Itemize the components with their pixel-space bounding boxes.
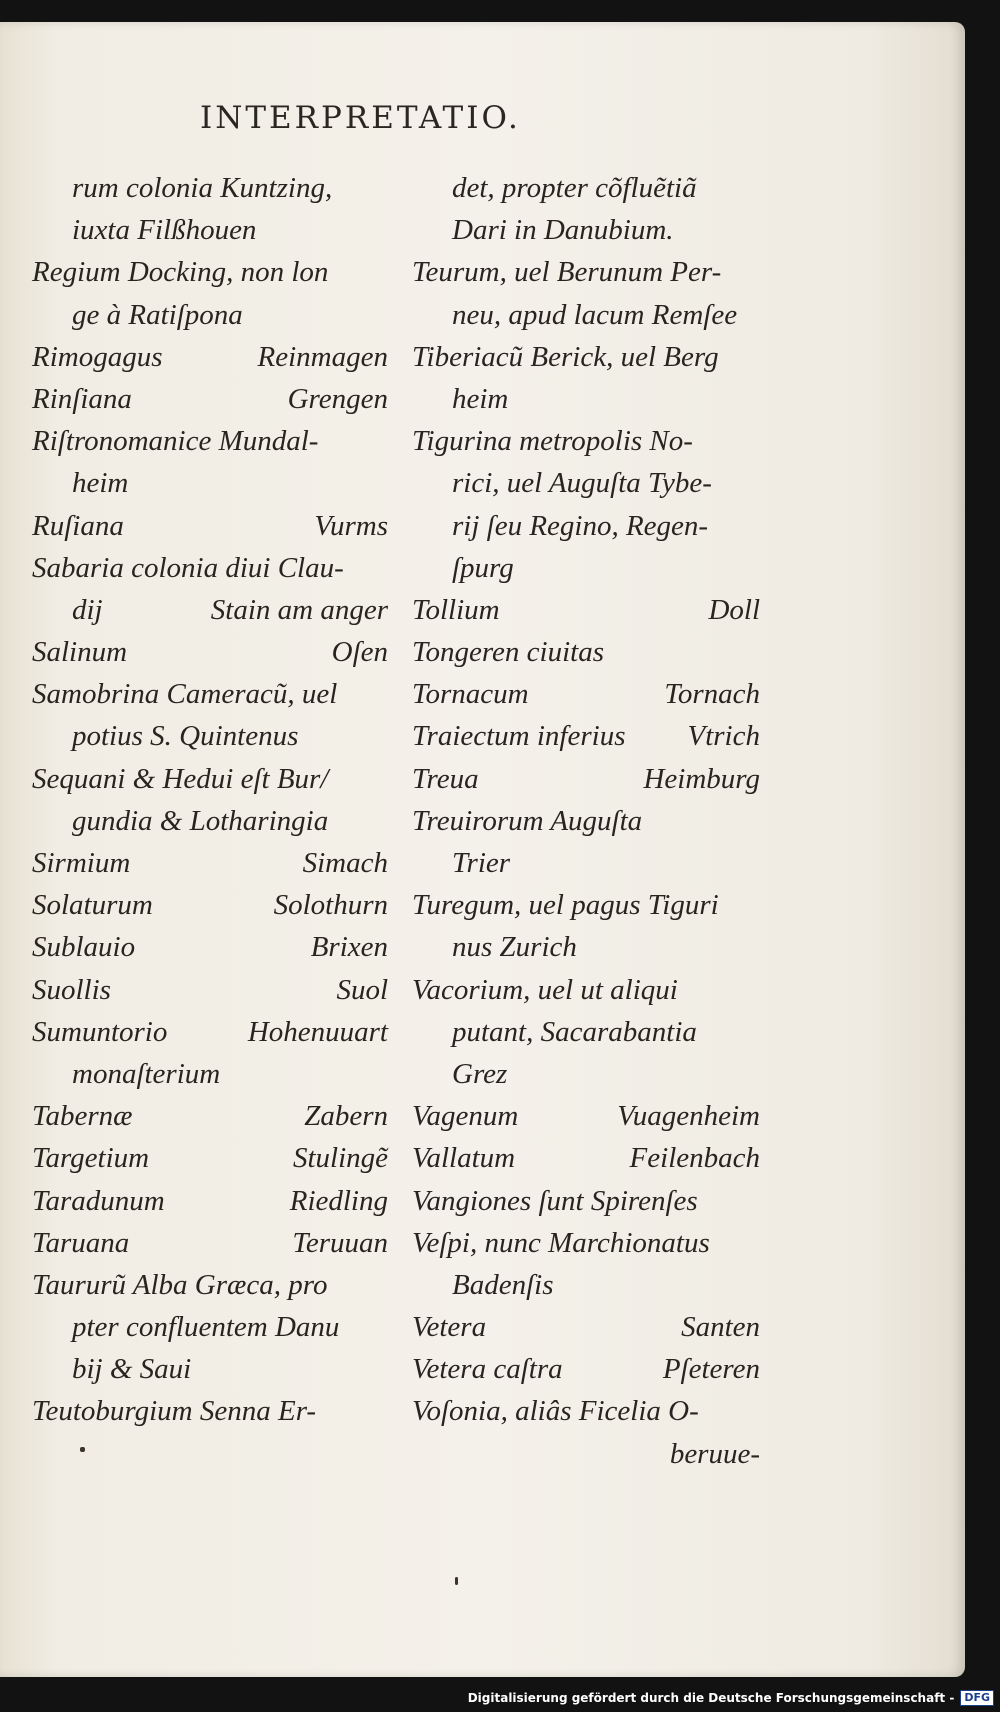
entry-latin: Sequani & Hedui eſt Bur/ xyxy=(32,762,329,795)
digitization-footer xyxy=(468,1690,994,1706)
entry-latin: Sublauio xyxy=(32,931,136,964)
right-entry-line xyxy=(412,884,760,926)
right-entry-line xyxy=(412,378,760,420)
entry-latin: gundia & Lotharingia xyxy=(72,804,329,837)
entry-vernacular: Vtrich xyxy=(687,720,760,753)
left-column xyxy=(32,167,388,1433)
entry-vernacular: Doll xyxy=(708,593,760,626)
entry-latin: Traiectum inferius xyxy=(412,720,626,753)
entry-latin: Trier xyxy=(452,847,511,879)
right-entry-line xyxy=(412,420,760,462)
right-entry-line xyxy=(412,1180,760,1222)
right-entry-line xyxy=(412,294,760,336)
entry-latin: Ruſiana xyxy=(32,509,124,542)
right-entry-line xyxy=(412,336,760,378)
entry-vernacular: Grengen xyxy=(287,382,388,415)
entry-latin: Tiberiacũ Berick, uel Berg xyxy=(412,340,719,373)
right-entry-line xyxy=(412,1095,760,1137)
right-entry-line xyxy=(412,1433,760,1475)
entry-latin: heim xyxy=(452,382,509,415)
ink-dot xyxy=(80,1447,85,1452)
entry-vernacular: Brixen xyxy=(310,931,388,964)
entry-latin: Tongeren ciuitas xyxy=(412,636,604,669)
entry-latin: Voſonia, aliâs Ficelia O- xyxy=(412,1395,699,1428)
right-entry-line xyxy=(412,800,760,842)
entry-vernacular: beruue- xyxy=(669,1437,760,1470)
entry-latin: Targetium xyxy=(32,1142,150,1175)
entry-latin: putant, Sacarabantia xyxy=(452,1015,697,1048)
entry-latin: nus Zurich xyxy=(452,931,577,964)
right-entry-line xyxy=(412,1137,760,1179)
left-entry-line xyxy=(32,1053,388,1095)
left-entry-line xyxy=(32,505,388,547)
entry-latin: Treua xyxy=(412,762,479,795)
entry-latin: Rimogagus xyxy=(32,340,163,373)
entry-vernacular: Reinmagen xyxy=(257,340,388,373)
dfg-logo: DFG xyxy=(960,1690,994,1706)
entry-latin: Vacorium, uel ut aliqui xyxy=(412,973,678,1006)
entry-latin: Dari in Danubium. xyxy=(452,214,674,247)
left-entry-line xyxy=(32,420,388,462)
entry-vernacular: Suol xyxy=(336,973,388,1006)
book-page xyxy=(0,22,965,1677)
left-entry-line xyxy=(32,884,388,926)
right-entry-line xyxy=(412,758,760,800)
right-entry-line xyxy=(412,209,760,251)
right-column xyxy=(412,167,760,1475)
entry-vernacular: Tornach xyxy=(664,678,760,711)
entry-latin: rij ſeu Regino, Regen- xyxy=(452,509,709,542)
right-entry-line xyxy=(412,547,760,589)
left-entry-line xyxy=(32,336,388,378)
right-entry-line xyxy=(412,251,760,293)
entry-latin: Tornacum xyxy=(412,678,529,711)
left-entry-line xyxy=(32,1095,388,1137)
right-entry-line xyxy=(412,1222,760,1264)
right-entry-line xyxy=(412,715,760,757)
entry-latin: Turegum, uel pagus Tiguri xyxy=(412,889,719,922)
entry-latin: Regium Docking, non lon xyxy=(32,256,329,289)
entry-latin: potius S. Quintenus xyxy=(72,720,299,753)
left-entry-line xyxy=(32,462,388,504)
left-entry-line xyxy=(32,1222,388,1264)
left-entry-line xyxy=(32,1011,388,1053)
left-entry-line xyxy=(32,1137,388,1179)
left-entry-line xyxy=(32,631,388,673)
entry-vernacular: Oſen xyxy=(331,636,388,669)
entry-vernacular: Stulingẽ xyxy=(292,1142,388,1175)
entry-latin: dij xyxy=(72,593,103,626)
entry-vernacular: Vuagenheim xyxy=(617,1100,760,1133)
left-entry-line xyxy=(32,1348,388,1390)
left-entry-line xyxy=(32,1264,388,1306)
left-entry-line xyxy=(32,1390,388,1432)
left-entry-line xyxy=(32,1306,388,1348)
right-entry-line xyxy=(412,673,760,715)
right-entry-line xyxy=(412,969,760,1011)
left-entry-line xyxy=(32,167,388,209)
ink-mark xyxy=(455,1577,458,1585)
entry-latin: Vetera caſtra xyxy=(412,1353,563,1386)
entry-vernacular: Santen xyxy=(681,1311,760,1344)
entry-latin: rici, uel Auguſta Tybe- xyxy=(452,467,712,500)
right-entry-line xyxy=(412,167,760,209)
entry-latin: heim xyxy=(72,467,129,500)
left-entry-line xyxy=(32,969,388,1011)
entry-vernacular: Heimburg xyxy=(643,762,760,795)
entry-latin: Tollium xyxy=(412,593,500,626)
left-entry-line xyxy=(32,378,388,420)
entry-latin: Treuirorum Auguſta xyxy=(412,804,643,837)
entry-latin: Suollis xyxy=(32,973,111,1006)
entry-vernacular: Riedling xyxy=(289,1184,388,1217)
right-entry-line xyxy=(412,462,760,504)
entry-vernacular: Hohenuuart xyxy=(247,1015,388,1048)
entry-latin: Taruana xyxy=(32,1226,130,1259)
entry-latin: Taururũ Alba Græca, pro xyxy=(32,1268,328,1301)
entry-latin: det, propter cõfluẽtiã xyxy=(452,172,697,204)
entry-latin: Tabernæ xyxy=(32,1100,133,1133)
entry-latin: Vetera xyxy=(412,1311,487,1344)
entry-latin: Salinum xyxy=(32,636,128,669)
entry-latin: Badenſis xyxy=(452,1268,554,1301)
right-entry-line xyxy=(412,1053,760,1095)
entry-vernacular: Teruuan xyxy=(292,1226,388,1259)
left-entry-line xyxy=(32,673,388,715)
left-entry-line xyxy=(32,547,388,589)
entry-vernacular: Stain am anger xyxy=(210,593,388,626)
entry-latin: Rinſiana xyxy=(32,382,132,415)
right-entry-line xyxy=(412,1264,760,1306)
right-entry-line xyxy=(412,926,760,968)
left-entry-line xyxy=(32,294,388,336)
entry-latin: pter confluentem Danu xyxy=(72,1311,340,1344)
right-entry-line xyxy=(412,1011,760,1053)
right-entry-line xyxy=(412,505,760,547)
entry-latin: Sabaria colonia diui Clau- xyxy=(32,551,344,584)
entry-latin: iuxta Filßhouen xyxy=(72,214,257,247)
entry-latin: Vallatum xyxy=(412,1142,516,1175)
entry-latin: ge à Ratiſpona xyxy=(72,298,243,331)
entry-latin: Samobrina Cameracũ, uel xyxy=(32,678,338,711)
entry-latin: Sirmium xyxy=(32,847,131,879)
entry-latin: Vangiones ſunt Spirenſes xyxy=(412,1184,698,1217)
entry-vernacular: Simach xyxy=(302,847,388,879)
entry-latin: neu, apud lacum Remſee xyxy=(452,298,738,331)
entry-latin: Sumuntorio xyxy=(32,1015,168,1048)
right-entry-line xyxy=(412,589,760,631)
left-entry-line xyxy=(32,589,388,631)
left-entry-line xyxy=(32,758,388,800)
right-entry-line xyxy=(412,1306,760,1348)
left-entry-line xyxy=(32,1180,388,1222)
entry-latin: bij & Saui xyxy=(72,1353,192,1386)
left-entry-line xyxy=(32,926,388,968)
left-entry-line xyxy=(32,251,388,293)
entry-latin: Teurum, uel Berunum Per- xyxy=(412,256,722,289)
entry-latin: Vagenum xyxy=(412,1100,519,1133)
footer-text: Digitalisierung gefördert durch die Deutsche Forschungsgemeinschaft - xyxy=(467,1691,955,1705)
entry-latin: Riſtronomanice Mundal- xyxy=(32,425,319,458)
entry-latin: rum colonia Kuntzing, xyxy=(72,172,333,204)
right-entry-line xyxy=(412,1348,760,1390)
entry-latin: monaſterium xyxy=(72,1057,221,1090)
right-entry-line xyxy=(412,631,760,673)
left-entry-line xyxy=(32,715,388,757)
entry-latin: Grez xyxy=(452,1057,508,1090)
entry-latin: Solaturum xyxy=(32,889,153,922)
entry-vernacular: Feilenbach xyxy=(629,1142,760,1175)
right-entry-line xyxy=(412,1390,760,1432)
left-entry-line xyxy=(32,800,388,842)
entry-vernacular: Pſeteren xyxy=(662,1353,760,1386)
entry-vernacular: Zabern xyxy=(304,1100,388,1133)
entry-latin: Teutoburgium Senna Er- xyxy=(32,1395,317,1428)
entry-vernacular: Solothurn xyxy=(273,889,388,922)
entry-latin: Veſpi, nunc Marchionatus xyxy=(412,1226,710,1259)
entry-latin: ſpurg xyxy=(452,551,514,584)
running-head: INTERPRETATIO. xyxy=(200,100,521,136)
entry-latin: Taradunum xyxy=(32,1184,165,1217)
entry-latin: Tigurina metropolis No- xyxy=(412,425,693,458)
left-entry-line xyxy=(32,209,388,251)
left-entry-line xyxy=(32,842,388,884)
entry-vernacular: Vurms xyxy=(314,509,388,542)
right-entry-line xyxy=(412,842,760,884)
